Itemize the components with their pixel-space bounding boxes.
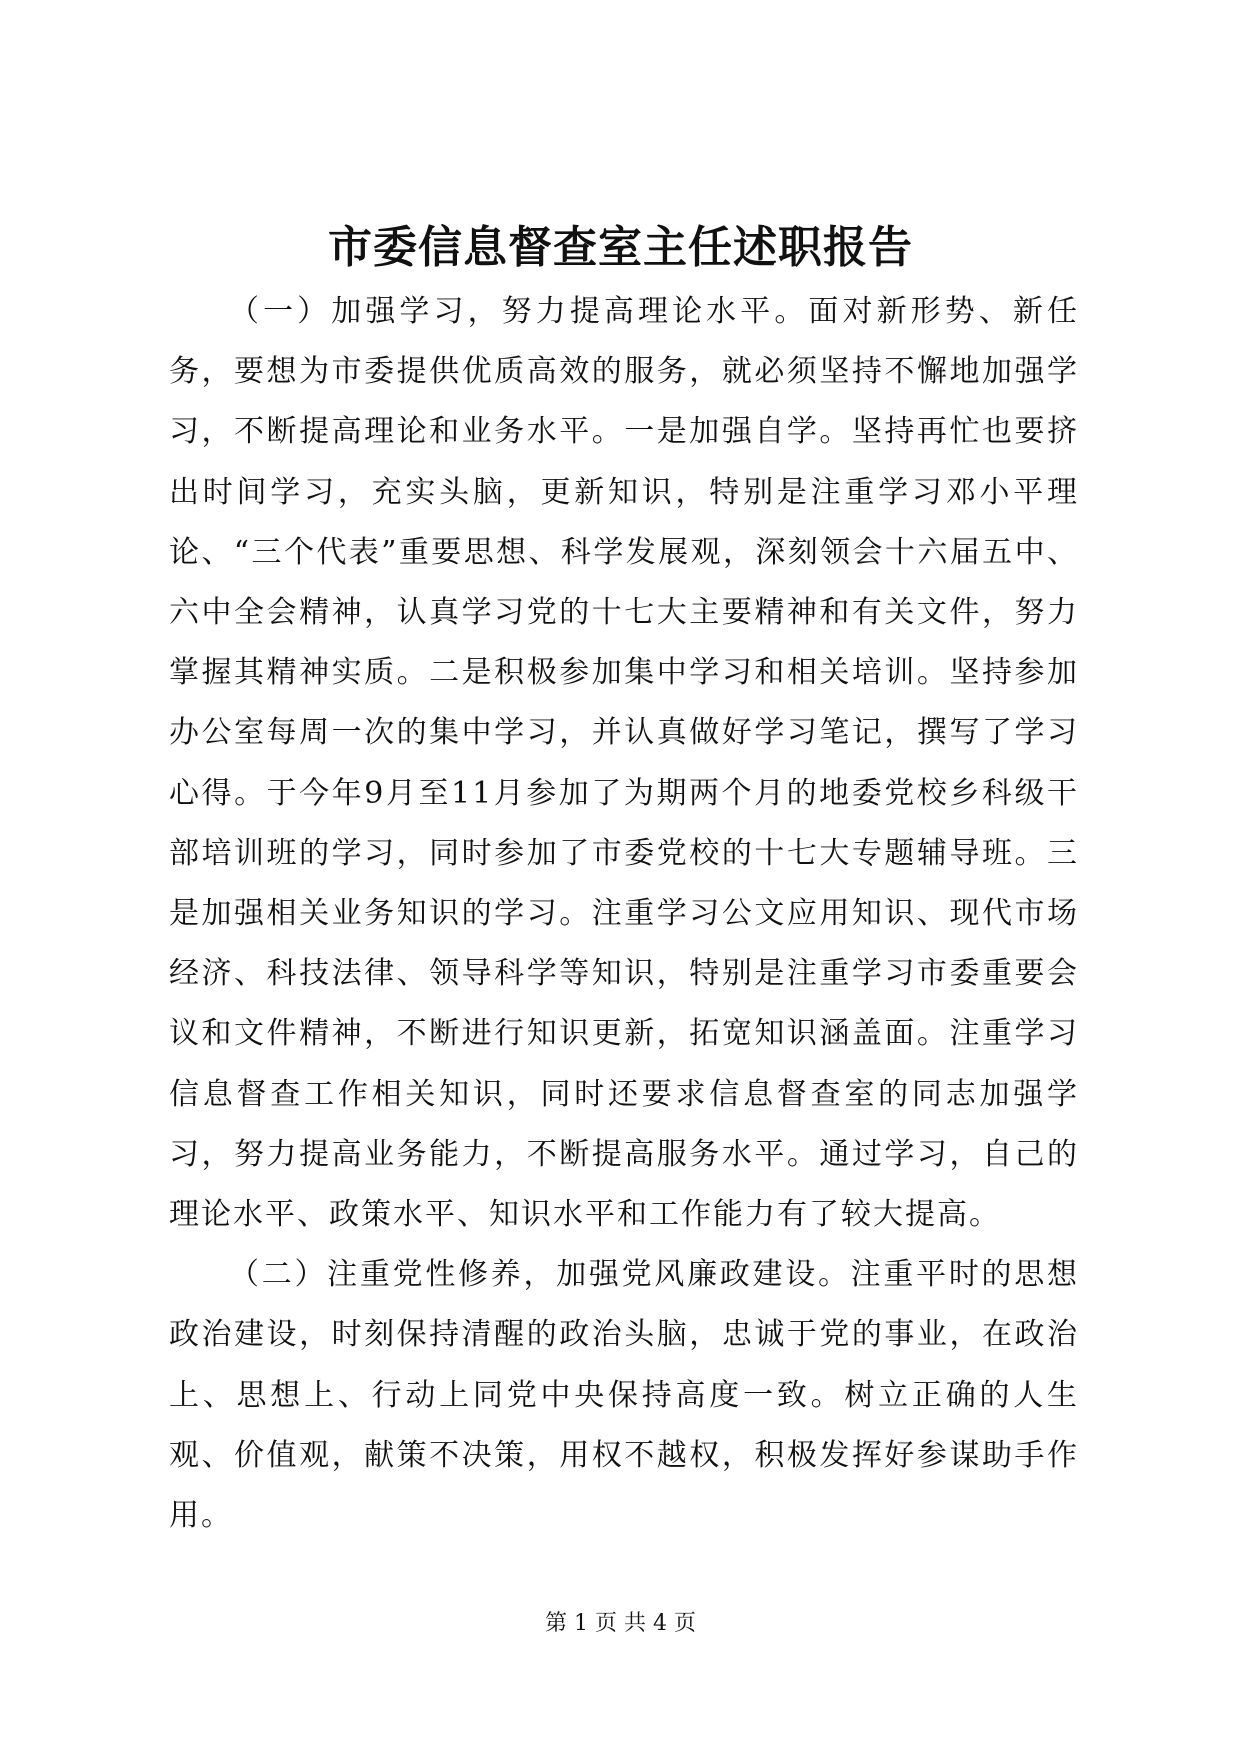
paragraph-2: （二）注重党性修养，加强党风廉政建设。注重平时的思想政治建设，时刻保持清醒的政治头脑，忠诚于党的事业，在政治上、思想上、行动上同党中央保持高度一致。树立正确的人生观、价值观，献策不决策，用权不越权，积极发挥好参谋助手作用。 — [169, 1257, 1079, 1534]
document-body — [169, 282, 1079, 1546]
page-footer: 第 1 页 共 4 页 — [545, 1611, 696, 1636]
document-title: 市委信息督查室主任述职报告 — [328, 222, 913, 273]
paragraph-1: （一）加强学习，努力提高理论水平。面对新形势、新任务，要想为市委提供优质高效的服务，就必须坚持不懈地加强学习，不断提高理论和业务水平。一是加强自学。坚持再忙也要挤出时间学习，充实头脑，更新知识，特别是注重学习邓小平理论、“三个代表”重要思想、科学发展观，深刻领会十六届五中、六中全会精神，认真学习党的十七大主要精神和有关文件，努力掌握其精神实质。二是积极参加集中学习和相关培训。坚持参加办公室每周一次的集中学习，并认真做好学习笔记，撰写了学习心得。于今年9月至11月参加了为期两个月的地委党校乡科级干部培训班的学习，同时参加了市委党校的十七大专题辅导班。三是加强相关业务知识的学习。注重学习公文应用知识、现代市场经济、科技法律、领导科学等知识，特别是注重学习市委重要会议和文件精神，不断进行知识更新，拓宽知识涵盖面。注重学习信息督查工作相关知识，同时还要求信息督查室的同志加强学习，努力提高业务能力，不断提高服务水平。通过学习，自己的理论水平、政策水平、知识水平和工作能力有了较大提高。 — [169, 294, 1079, 1233]
